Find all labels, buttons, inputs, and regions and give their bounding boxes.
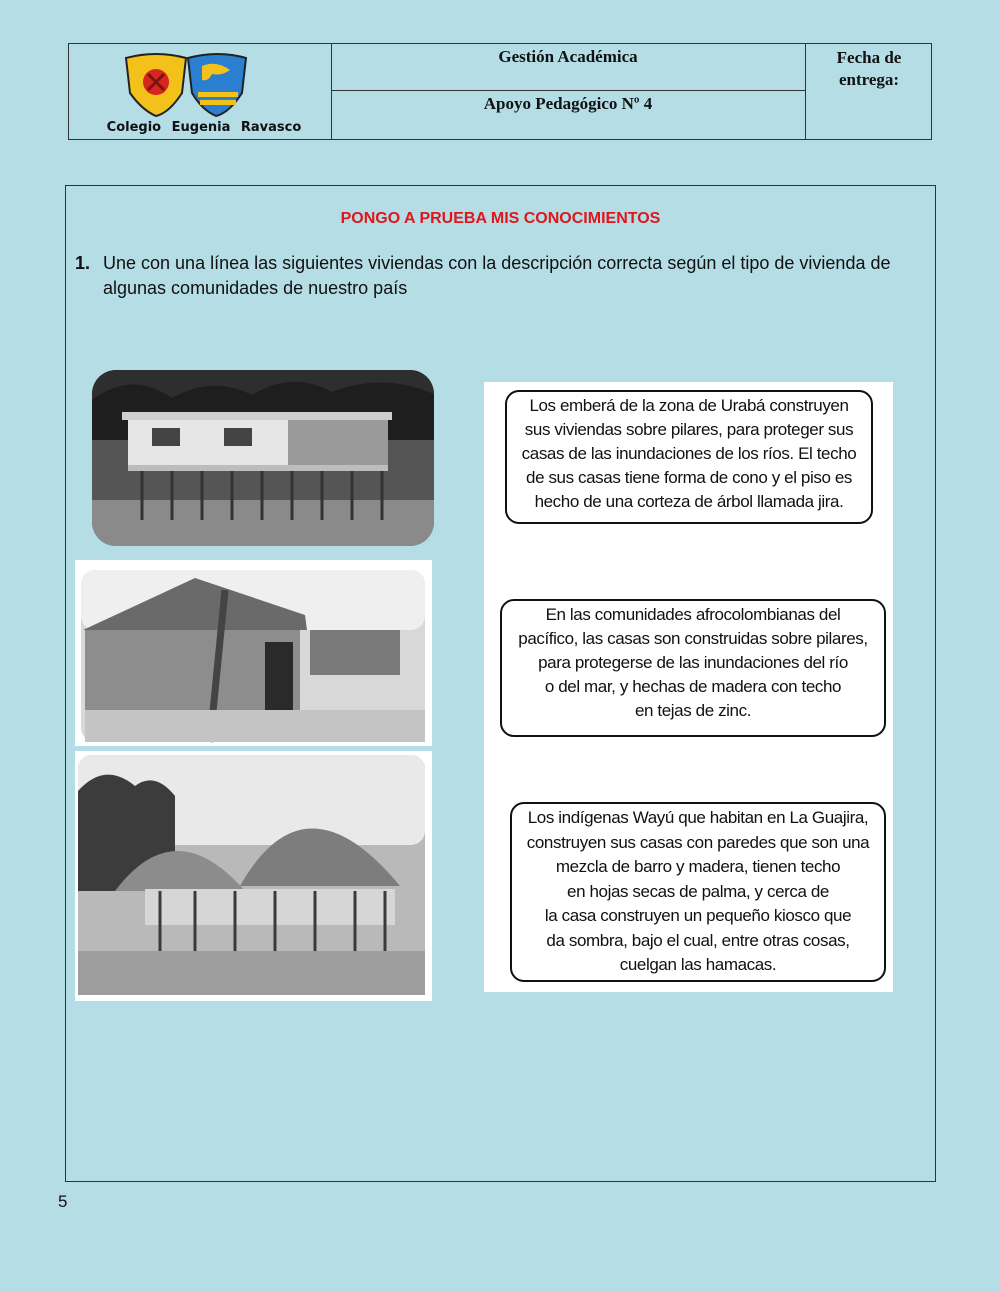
document-header: [68, 43, 932, 140]
school-crest-icon: [124, 48, 254, 120]
description-afrocolombian[interactable]: En las comunidades afrocolombianas del pacífico, las casas son construidas sobre pilares, para protegerse de las inundaciones del río o del mar, y hechas de madera con techo en tejas de zinc.: [500, 599, 886, 737]
activity-box: [65, 185, 936, 1182]
management-label: Gestión Académica: [498, 47, 638, 66]
management-cell: [331, 44, 805, 91]
descriptions-panel: [484, 382, 893, 992]
mud-hut-photo[interactable]: [75, 560, 432, 746]
page-number: 5: [58, 1192, 68, 1211]
delivery-date-cell: [806, 44, 932, 139]
description-embera[interactable]: Los emberá de la zona de Urabá construyen sus viviendas sobre pilares, para proteger sus casas de las inundaciones de los ríos. El techo de sus casas tiene forma de cono y el piso es hecho de una corteza de árbol llamada jira.: [505, 390, 873, 524]
support-cell: [331, 91, 805, 139]
school-name: Colegio Eugenia Ravasco: [106, 120, 302, 135]
stilt-house-photo[interactable]: [92, 370, 434, 546]
description-wayuu[interactable]: Los indígenas Wayú que habitan en La Guajira, construyen sus casas con paredes que son una mezcla de barro y madera, tienen techo en hojas secas de palma, y cerca de la casa construyen un pequeño kiosco que da sombra, bajo el cual, entre otras cosas, cuelgan las hamacas.: [510, 802, 886, 982]
delivery-date-label: Fecha de entrega:: [836, 48, 902, 89]
question-number: 1.: [75, 253, 91, 273]
thatched-houses-photo[interactable]: [75, 751, 432, 1001]
support-label: Apoyo Pedagógico Nº 4: [483, 94, 653, 113]
question-text: Une con una línea las siguientes viviendas con la descripción correcta según el tipo de vivienda de algunas comunidades de nuestro país: [103, 253, 891, 298]
activity-title: PONGO A PRUEBA MIS CONOCIMIENTOS: [340, 210, 661, 227]
school-logo-cell: [69, 44, 332, 139]
header-middle: [331, 44, 806, 139]
